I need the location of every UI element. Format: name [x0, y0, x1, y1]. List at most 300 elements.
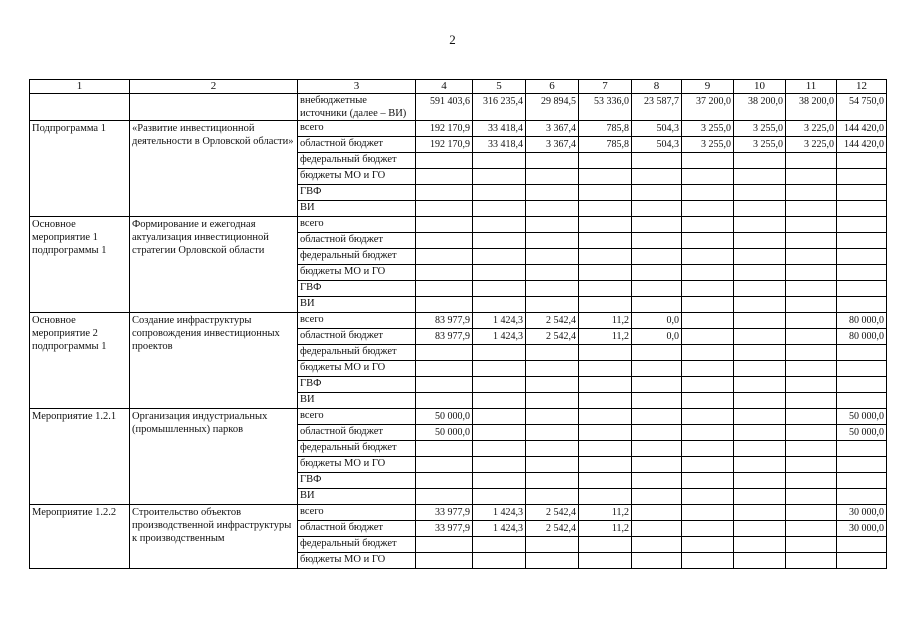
amount-cell	[837, 169, 887, 185]
amount-cell	[786, 281, 837, 297]
amount-cell: 83 977,9	[416, 313, 473, 329]
amount-cell: 50 000,0	[416, 409, 473, 425]
amount-cell	[579, 457, 632, 473]
amount-cell: 38 200,0	[734, 94, 786, 121]
amount-cell	[579, 553, 632, 569]
amount-cell	[526, 489, 579, 505]
amount-cell: 785,8	[579, 121, 632, 137]
amount-cell	[632, 233, 682, 249]
amount-cell: 50 000,0	[837, 425, 887, 441]
amount-cell	[632, 297, 682, 313]
amount-cell	[416, 361, 473, 377]
amount-cell	[416, 217, 473, 233]
amount-cell: 80 000,0	[837, 329, 887, 345]
amount-cell: 30 000,0	[837, 505, 887, 521]
program-name: Создание инфраструктуры сопровождения инвестиционных проектов	[130, 313, 298, 409]
amount-cell	[786, 521, 837, 537]
amount-cell	[632, 169, 682, 185]
amount-cell: 50 000,0	[837, 409, 887, 425]
column-header: 11	[786, 80, 837, 94]
amount-cell	[734, 377, 786, 393]
amount-cell	[837, 457, 887, 473]
amount-cell	[526, 377, 579, 393]
amount-cell	[734, 169, 786, 185]
amount-cell	[786, 505, 837, 521]
amount-cell	[734, 345, 786, 361]
table-row	[30, 121, 887, 137]
amount-cell	[786, 457, 837, 473]
amount-cell	[632, 521, 682, 537]
funding-source: федеральный бюджет	[298, 345, 416, 361]
amount-cell	[473, 489, 526, 505]
amount-cell: 3 255,0	[734, 121, 786, 137]
column-header: 2	[130, 80, 298, 94]
amount-cell	[682, 329, 734, 345]
table-row	[30, 94, 887, 121]
amount-cell	[734, 185, 786, 201]
amount-cell	[837, 361, 887, 377]
amount-cell	[632, 185, 682, 201]
amount-cell	[416, 201, 473, 217]
funding-source: ГВФ	[298, 377, 416, 393]
amount-cell	[734, 361, 786, 377]
funding-source: бюджеты МО и ГО	[298, 169, 416, 185]
funding-source: ГВФ	[298, 473, 416, 489]
amount-cell	[682, 457, 734, 473]
program-label	[30, 94, 130, 121]
amount-cell	[579, 281, 632, 297]
amount-cell	[473, 441, 526, 457]
amount-cell	[786, 329, 837, 345]
amount-cell	[786, 265, 837, 281]
amount-cell	[579, 425, 632, 441]
amount-cell	[526, 553, 579, 569]
amount-cell	[837, 185, 887, 201]
amount-cell: 144 420,0	[837, 121, 887, 137]
funding-source: бюджеты МО и ГО	[298, 457, 416, 473]
amount-cell	[786, 441, 837, 457]
amount-cell	[526, 281, 579, 297]
amount-cell	[837, 281, 887, 297]
amount-cell	[579, 153, 632, 169]
amount-cell	[837, 489, 887, 505]
amount-cell: 504,3	[632, 137, 682, 153]
column-header: 7	[579, 80, 632, 94]
amount-cell	[473, 361, 526, 377]
amount-cell: 3 367,4	[526, 121, 579, 137]
amount-cell	[416, 265, 473, 281]
funding-source: федеральный бюджет	[298, 441, 416, 457]
amount-cell	[786, 313, 837, 329]
column-header: 8	[632, 80, 682, 94]
funding-source: областной бюджет	[298, 329, 416, 345]
amount-cell: 54 750,0	[837, 94, 887, 121]
amount-cell: 3 367,4	[526, 137, 579, 153]
amount-cell	[416, 457, 473, 473]
amount-cell	[837, 537, 887, 553]
funding-source: ВИ	[298, 393, 416, 409]
amount-cell	[786, 201, 837, 217]
amount-cell	[416, 553, 473, 569]
amount-cell	[579, 233, 632, 249]
amount-cell	[682, 153, 734, 169]
amount-cell	[473, 153, 526, 169]
amount-cell: 33 977,9	[416, 521, 473, 537]
amount-cell	[416, 377, 473, 393]
amount-cell	[682, 409, 734, 425]
amount-cell	[526, 265, 579, 281]
amount-cell	[579, 249, 632, 265]
amount-cell	[734, 297, 786, 313]
column-header: 5	[473, 80, 526, 94]
amount-cell	[786, 361, 837, 377]
amount-cell	[579, 201, 632, 217]
amount-cell	[682, 185, 734, 201]
amount-cell	[682, 201, 734, 217]
amount-cell	[837, 393, 887, 409]
amount-cell	[473, 233, 526, 249]
amount-cell: 50 000,0	[416, 425, 473, 441]
amount-cell	[837, 265, 887, 281]
amount-cell	[837, 249, 887, 265]
funding-source: всего	[298, 409, 416, 425]
program-name	[130, 94, 298, 121]
amount-cell	[416, 393, 473, 409]
amount-cell	[526, 425, 579, 441]
amount-cell	[473, 297, 526, 313]
amount-cell	[786, 489, 837, 505]
page-number: 2	[449, 32, 456, 47]
amount-cell	[632, 377, 682, 393]
amount-cell: 1 424,3	[473, 521, 526, 537]
amount-cell	[734, 425, 786, 441]
funding-source: бюджеты МО и ГО	[298, 553, 416, 569]
amount-cell	[837, 217, 887, 233]
amount-cell	[682, 313, 734, 329]
amount-cell	[579, 393, 632, 409]
amount-cell	[682, 505, 734, 521]
amount-cell: 11,2	[579, 521, 632, 537]
amount-cell	[786, 393, 837, 409]
amount-cell: 192 170,9	[416, 121, 473, 137]
amount-cell	[579, 169, 632, 185]
amount-cell	[579, 489, 632, 505]
amount-cell	[473, 345, 526, 361]
funding-source: внебюджетные источники (далее – ВИ)	[298, 94, 416, 121]
amount-cell	[734, 505, 786, 521]
amount-cell	[526, 345, 579, 361]
funding-source: ГВФ	[298, 281, 416, 297]
amount-cell	[682, 233, 734, 249]
program-name: Формирование и ежегодная актуализация инвестиционной стратегии Орловской области	[130, 217, 298, 313]
amount-cell	[579, 409, 632, 425]
amount-cell: 3 225,0	[786, 121, 837, 137]
column-header: 3	[298, 80, 416, 94]
amount-cell	[734, 473, 786, 489]
funding-source: бюджеты МО и ГО	[298, 361, 416, 377]
amount-cell	[632, 249, 682, 265]
amount-cell	[786, 185, 837, 201]
amount-cell: 1 424,3	[473, 329, 526, 345]
amount-cell	[632, 425, 682, 441]
amount-cell	[632, 409, 682, 425]
amount-cell	[734, 265, 786, 281]
amount-cell	[734, 217, 786, 233]
amount-cell: 33 418,4	[473, 121, 526, 137]
funding-source: областной бюджет	[298, 233, 416, 249]
amount-cell	[682, 537, 734, 553]
funding-source: ГВФ	[298, 185, 416, 201]
amount-cell: 33 977,9	[416, 505, 473, 521]
amount-cell	[734, 393, 786, 409]
amount-cell: 3 255,0	[682, 121, 734, 137]
amount-cell	[416, 473, 473, 489]
amount-cell: 2 542,4	[526, 329, 579, 345]
amount-cell	[473, 377, 526, 393]
amount-cell	[682, 425, 734, 441]
amount-cell	[579, 377, 632, 393]
amount-cell	[526, 233, 579, 249]
amount-cell	[526, 297, 579, 313]
amount-cell	[632, 153, 682, 169]
amount-cell	[526, 153, 579, 169]
amount-cell	[632, 201, 682, 217]
amount-cell	[837, 377, 887, 393]
column-header: 6	[526, 80, 579, 94]
amount-cell: 316 235,4	[473, 94, 526, 121]
amount-cell	[786, 473, 837, 489]
amount-cell	[473, 393, 526, 409]
amount-cell	[837, 297, 887, 313]
amount-cell	[579, 537, 632, 553]
program-label: Основное мероприятие 2 подпрограммы 1	[30, 313, 130, 409]
amount-cell: 504,3	[632, 121, 682, 137]
amount-cell: 11,2	[579, 329, 632, 345]
amount-cell	[526, 217, 579, 233]
amount-cell: 2 542,4	[526, 521, 579, 537]
amount-cell	[682, 345, 734, 361]
amount-cell	[734, 153, 786, 169]
program-label: Подпрограмма 1	[30, 121, 130, 217]
table-row	[30, 505, 887, 521]
amount-cell: 0,0	[632, 329, 682, 345]
amount-cell: 83 977,9	[416, 329, 473, 345]
amount-cell: 3 225,0	[786, 137, 837, 153]
amount-cell	[416, 281, 473, 297]
column-header: 10	[734, 80, 786, 94]
amount-cell	[416, 249, 473, 265]
amount-cell	[526, 473, 579, 489]
column-header: 12	[837, 80, 887, 94]
column-header: 4	[416, 80, 473, 94]
amount-cell: 80 000,0	[837, 313, 887, 329]
amount-cell: 29 894,5	[526, 94, 579, 121]
amount-cell	[786, 217, 837, 233]
amount-cell	[734, 441, 786, 457]
amount-cell: 11,2	[579, 313, 632, 329]
amount-cell	[473, 537, 526, 553]
amount-cell	[473, 473, 526, 489]
amount-cell	[682, 393, 734, 409]
amount-cell	[473, 265, 526, 281]
funding-source: областной бюджет	[298, 137, 416, 153]
table-row	[30, 409, 887, 425]
program-label: Основное мероприятие 1 подпрограммы 1	[30, 217, 130, 313]
amount-cell	[734, 201, 786, 217]
funding-source: бюджеты МО и ГО	[298, 265, 416, 281]
amount-cell: 33 418,4	[473, 137, 526, 153]
funding-source: всего	[298, 505, 416, 521]
program-name: «Развитие инвестиционной деятельности в Орловской области»	[130, 121, 298, 217]
amount-cell	[632, 265, 682, 281]
table-row	[30, 217, 887, 233]
amount-cell: 30 000,0	[837, 521, 887, 537]
amount-cell	[632, 393, 682, 409]
funding-source: ВИ	[298, 201, 416, 217]
amount-cell: 37 200,0	[682, 94, 734, 121]
amount-cell	[416, 441, 473, 457]
amount-cell	[682, 521, 734, 537]
amount-cell	[526, 393, 579, 409]
amount-cell: 0,0	[632, 313, 682, 329]
funding-source: федеральный бюджет	[298, 537, 416, 553]
amount-cell	[837, 345, 887, 361]
amount-cell	[734, 489, 786, 505]
amount-cell	[682, 169, 734, 185]
amount-cell	[786, 553, 837, 569]
amount-cell	[734, 281, 786, 297]
amount-cell	[734, 233, 786, 249]
amount-cell	[786, 345, 837, 361]
program-label: Мероприятие 1.2.1	[30, 409, 130, 505]
amount-cell	[579, 473, 632, 489]
amount-cell	[473, 201, 526, 217]
amount-cell	[786, 409, 837, 425]
funding-source: областной бюджет	[298, 425, 416, 441]
amount-cell	[786, 425, 837, 441]
amount-cell: 1 424,3	[473, 313, 526, 329]
amount-cell	[632, 489, 682, 505]
amount-cell	[632, 217, 682, 233]
amount-cell	[473, 185, 526, 201]
amount-cell	[682, 281, 734, 297]
amount-cell	[682, 441, 734, 457]
amount-cell: 591 403,6	[416, 94, 473, 121]
amount-cell	[473, 169, 526, 185]
amount-cell	[526, 361, 579, 377]
funding-source: федеральный бюджет	[298, 249, 416, 265]
amount-cell	[682, 553, 734, 569]
amount-cell	[526, 457, 579, 473]
amount-cell	[837, 233, 887, 249]
amount-cell: 2 542,4	[526, 313, 579, 329]
amount-cell: 38 200,0	[786, 94, 837, 121]
amount-cell	[682, 249, 734, 265]
amount-cell	[632, 281, 682, 297]
amount-cell	[682, 489, 734, 505]
amount-cell	[632, 553, 682, 569]
amount-cell	[632, 441, 682, 457]
amount-cell	[632, 345, 682, 361]
amount-cell: 11,2	[579, 505, 632, 521]
amount-cell	[416, 233, 473, 249]
program-name: Строительство объектов производственной инфраструктуры к производственным	[130, 505, 298, 569]
amount-cell	[416, 297, 473, 313]
amount-cell	[526, 169, 579, 185]
amount-cell: 785,8	[579, 137, 632, 153]
amount-cell	[632, 361, 682, 377]
amount-cell	[526, 201, 579, 217]
amount-cell	[734, 329, 786, 345]
amount-cell	[526, 537, 579, 553]
amount-cell	[682, 377, 734, 393]
funding-source: ВИ	[298, 489, 416, 505]
amount-cell	[786, 377, 837, 393]
amount-cell	[837, 473, 887, 489]
amount-cell	[734, 249, 786, 265]
amount-cell	[473, 553, 526, 569]
amount-cell	[579, 345, 632, 361]
amount-cell	[734, 537, 786, 553]
amount-cell: 192 170,9	[416, 137, 473, 153]
amount-cell	[416, 185, 473, 201]
amount-cell	[632, 473, 682, 489]
amount-cell	[786, 153, 837, 169]
amount-cell	[734, 521, 786, 537]
amount-cell: 2 542,4	[526, 505, 579, 521]
program-label: Мероприятие 1.2.2	[30, 505, 130, 569]
amount-cell: 23 587,7	[632, 94, 682, 121]
table-body	[30, 94, 887, 569]
amount-cell	[473, 217, 526, 233]
amount-cell	[682, 265, 734, 281]
amount-cell	[473, 457, 526, 473]
column-header: 1	[30, 80, 130, 94]
amount-cell	[734, 409, 786, 425]
amount-cell	[579, 185, 632, 201]
funding-source: всего	[298, 121, 416, 137]
amount-cell	[837, 153, 887, 169]
amount-cell: 144 420,0	[837, 137, 887, 153]
amount-cell	[526, 441, 579, 457]
amount-cell	[526, 249, 579, 265]
funding-source: федеральный бюджет	[298, 153, 416, 169]
amount-cell	[837, 441, 887, 457]
amount-cell	[579, 297, 632, 313]
amount-cell	[786, 233, 837, 249]
amount-cell	[526, 409, 579, 425]
table-row	[30, 313, 887, 329]
amount-cell: 3 255,0	[682, 137, 734, 153]
funding-source: всего	[298, 217, 416, 233]
amount-cell	[682, 361, 734, 377]
amount-cell	[579, 265, 632, 281]
amount-cell	[473, 425, 526, 441]
amount-cell	[786, 537, 837, 553]
amount-cell	[734, 313, 786, 329]
budget-table	[29, 79, 887, 569]
amount-cell	[473, 281, 526, 297]
column-header: 9	[682, 80, 734, 94]
amount-cell	[632, 537, 682, 553]
amount-cell	[632, 505, 682, 521]
amount-cell	[579, 361, 632, 377]
amount-cell	[473, 249, 526, 265]
amount-cell: 53 336,0	[579, 94, 632, 121]
amount-cell: 3 255,0	[734, 137, 786, 153]
amount-cell	[416, 489, 473, 505]
amount-cell	[473, 409, 526, 425]
